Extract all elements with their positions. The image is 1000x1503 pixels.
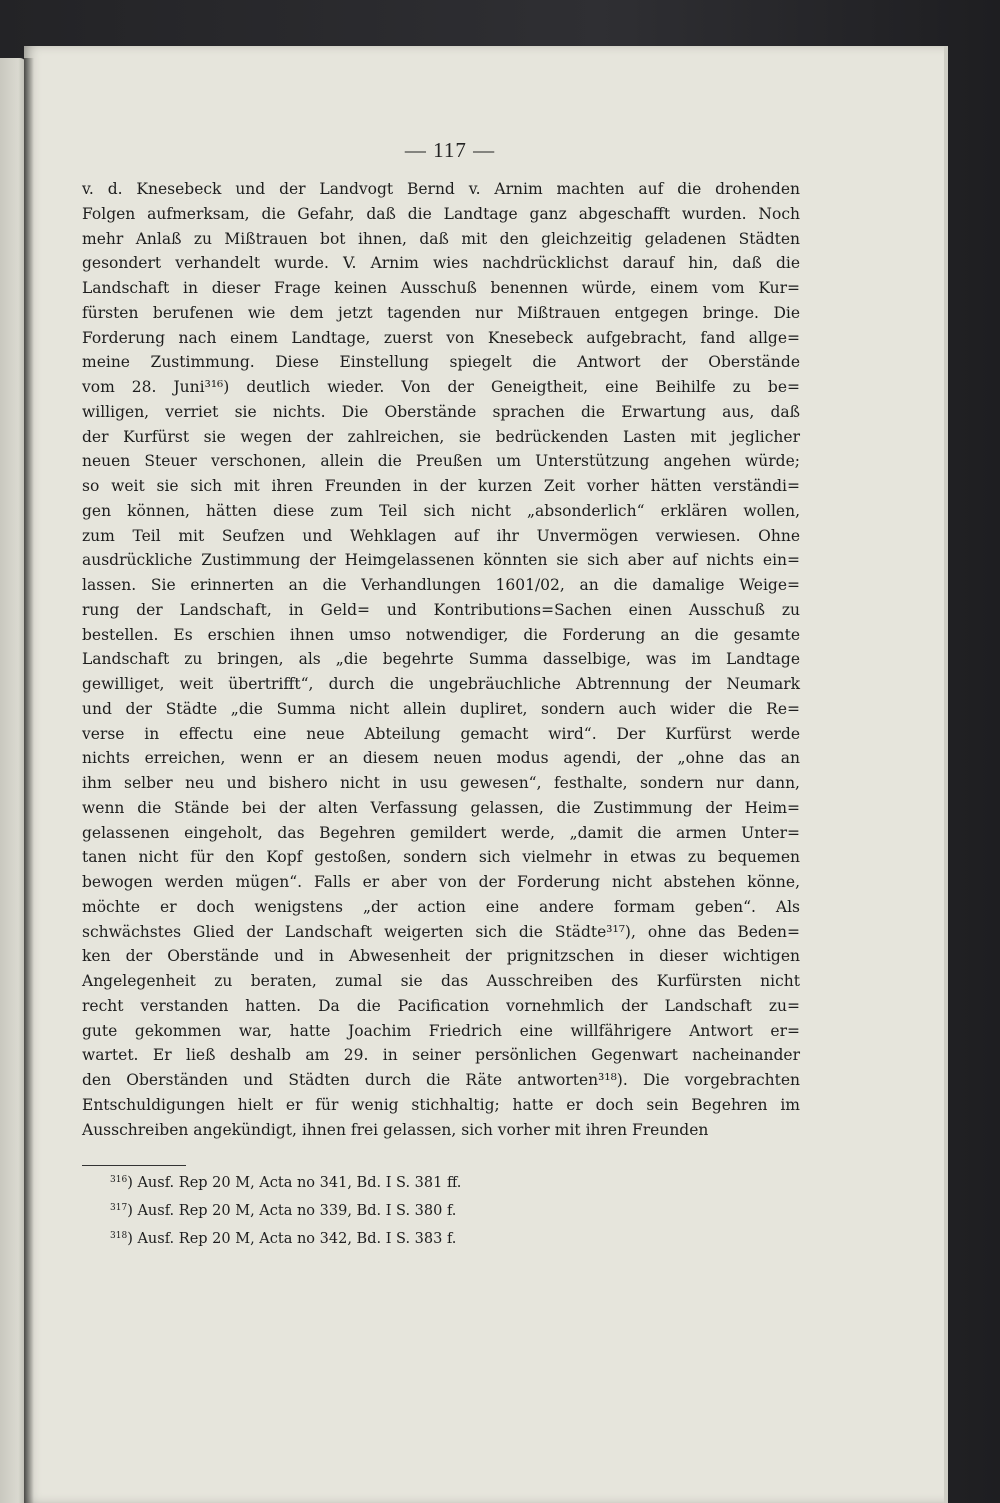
text-line: Ausschreiben angekündigt, ihnen frei gelassen, sich vorher mit ihren Freunden bbox=[82, 1120, 709, 1139]
text-line: Forderung nach einem Landtage, zuerst von Knesebeck aufgebracht, fand allge= bbox=[82, 328, 800, 347]
footnote-number: 317 bbox=[110, 1203, 128, 1213]
page-number: — 117 — bbox=[404, 138, 496, 162]
text-line: mehr Anlaß zu Mißtrauen bot ihnen, daß mit den gleichzeitig geladenen Städten bbox=[82, 229, 800, 248]
text-line: ausdrückliche Zustimmung der Heimgelassenen könnten sie sich aber auf nichts ein= bbox=[82, 551, 800, 570]
footnote-number: 318 bbox=[110, 1231, 128, 1241]
text-line: meine Zustimmung. Diese Einstellung spiegelt die Antwort der Oberstände bbox=[82, 353, 800, 372]
text-line: Entschuldigungen hielt er für wenig stichhaltig; hatte er doch sein Begehren im bbox=[82, 1095, 800, 1114]
page-edge bbox=[944, 46, 948, 1503]
footnote bbox=[110, 1224, 710, 1252]
text-line: zum Teil mit Seufzen und Wehklagen auf ihr Unvermögen verwiesen. Ohne bbox=[82, 526, 800, 545]
text-line: bewogen werden mügen“. Falls er aber von der Forderung nicht abstehen könne, bbox=[82, 873, 800, 891]
footnote-text: ) Ausf. Rep 20 M, Acta no 341, Bd. I S. 381 ff. bbox=[127, 1175, 462, 1191]
footnote-number: 316 bbox=[110, 1175, 128, 1185]
text-line: ken der Oberstände und in Abwesenheit der prignitzschen in dieser wichtigen bbox=[82, 947, 800, 966]
body-text bbox=[82, 177, 800, 1142]
footnote-separator bbox=[82, 1165, 186, 1166]
footnotes bbox=[110, 1168, 710, 1252]
text-line: v. d. Knesebeck und der Landvogt Bernd v. Arnim machten auf die drohenden bbox=[82, 180, 800, 198]
text-line: und der Städte „die Summa nicht allein dupliret, sondern auch wider die Re= bbox=[82, 699, 800, 718]
text-line: lassen. Sie erinnerten an die Verhandlungen 1601/02, an die damalige Weige= bbox=[82, 576, 800, 594]
text-line: wartet. Er ließ deshalb am 29. in seiner persönlichen Gegenwart nacheinander bbox=[82, 1046, 800, 1065]
text-line: schwächstes Glied der Landschaft weigerten sich die Städte³¹⁷), ohne das Beden= bbox=[82, 922, 800, 941]
text-line: der Kurfürst sie wegen der zahlreichen, sie bedrückenden Lasten mit jeglicher bbox=[82, 427, 800, 446]
text-line: willigen, verriet sie nichts. Die Oberstände sprachen die Erwartung aus, daß bbox=[82, 402, 800, 421]
text-line: möchte er doch wenigstens „der action eine andere formam geben“. Als bbox=[82, 897, 800, 916]
text-line: gesondert verhandelt wurde. V. Arnim wies nachdrücklichst darauf hin, daß die bbox=[82, 254, 800, 273]
text-line: gewilliget, weit übertrifft“, durch die ungebräuchliche Abtrennung der Neumark bbox=[82, 675, 800, 693]
text-line: neuen Steuer verschonen, allein die Preußen um Unterstützung angehen würde; bbox=[82, 452, 800, 471]
text-line: Landschaft zu bringen, als „die begehrte Summa dasselbige, was im Landtage bbox=[82, 650, 800, 669]
text-line: gen können, hätten diese zum Teil sich nicht „absonderlich“ erklären wollen, bbox=[82, 501, 800, 520]
text-line: verse in effectu eine neue Abteilung gemacht wird“. Der Kurfürst werde bbox=[82, 724, 800, 743]
text-line: gelassenen eingeholt, das Begehren gemildert werde, „damit die armen Unter= bbox=[82, 823, 800, 842]
text-line: bestellen. Es erschien ihnen umso notwendiger, die Forderung an die gesamte bbox=[82, 625, 800, 644]
text-line: fürsten berufenen wie dem jetzt tagenden nur Mißtrauen entgegen bringe. Die bbox=[82, 303, 800, 322]
text-line: wenn die Stände bei der alten Verfassung gelassen, die Zustimmung der Heim= bbox=[82, 798, 800, 817]
text-line: Angelegenheit zu beraten, zumal sie das Ausschreiben des Kurfürsten nicht bbox=[82, 972, 800, 990]
text-line: gute gekommen war, hatte Joachim Friedrich eine willfährigere Antwort er= bbox=[82, 1021, 800, 1040]
footnote bbox=[110, 1196, 710, 1224]
text-line: tanen nicht für den Kopf gestoßen, sondern sich vielmehr in etwas zu bequemen bbox=[82, 848, 800, 867]
text-line: nichts erreichen, wenn er an diesem neuen modus agendi, der „ohne das an bbox=[82, 749, 800, 768]
footnote bbox=[110, 1168, 710, 1196]
text-line: so weit sie sich mit ihren Freunden in der kurzen Zeit vorher hätten verständi= bbox=[82, 477, 800, 495]
text-line: Folgen aufmerksam, die Gefahr, daß die Landtage ganz abgeschafft wurden. Noch bbox=[82, 204, 800, 223]
footnote-text: ) Ausf. Rep 20 M, Acta no 339, Bd. I S. 380 f. bbox=[127, 1203, 457, 1219]
text-line: vom 28. Juni³¹⁶) deutlich wieder. Von der Geneigtheit, eine Beihilfe zu be= bbox=[82, 378, 800, 396]
text-line: Landschaft in dieser Frage keinen Ausschuß benennen würde, einem vom Kur= bbox=[82, 279, 800, 297]
text-line: den Oberständen und Städten durch die Räte antworten³¹⁸). Die vorgebrachten bbox=[82, 1071, 800, 1089]
text-line: ihm selber neu und bishero nicht in usu gewesen“, festhalte, sondern nur dann, bbox=[82, 774, 800, 792]
footnote-text: ) Ausf. Rep 20 M, Acta no 342, Bd. I S. 383 f. bbox=[127, 1231, 457, 1247]
text-line: rung der Landschaft, in Geld= und Kontributions=Sachen einen Ausschuß zu bbox=[82, 600, 800, 619]
text-line: recht verstanden hatten. Da die Pacification vornehmlich der Landschaft zu= bbox=[82, 996, 800, 1015]
previous-page-edge bbox=[0, 58, 26, 1503]
gutter-shadow bbox=[24, 58, 34, 1503]
